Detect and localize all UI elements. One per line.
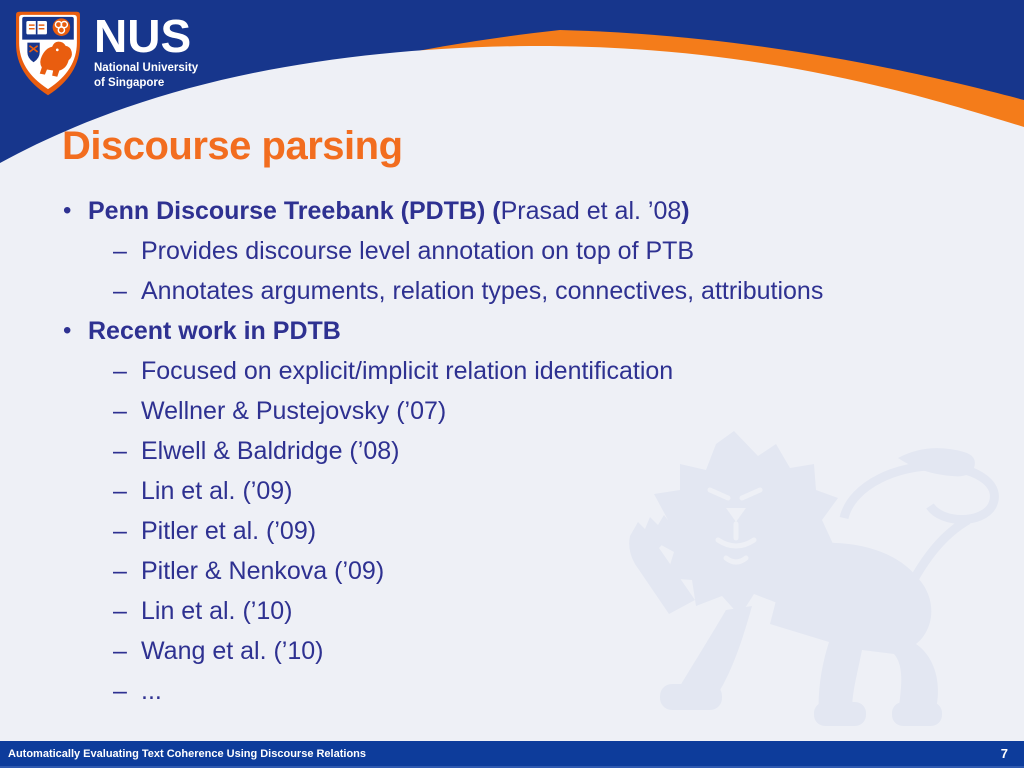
- item-text: [141, 511, 316, 551]
- sub-bullet-item: [0, 631, 1024, 671]
- text-segment: ): [681, 197, 690, 225]
- logo-text: [94, 10, 199, 90]
- item-text: [141, 471, 292, 511]
- sub-bullet-item: [0, 591, 1024, 631]
- item-text: [141, 431, 399, 471]
- item-text: [141, 631, 323, 671]
- dash-marker: –: [113, 637, 127, 665]
- sub-bullet-item: [0, 351, 1024, 391]
- bullet-item: [0, 311, 1024, 351]
- text-segment: Provides discourse level annotation on top of PTB: [141, 237, 695, 265]
- sub-bullet-item: [0, 671, 1024, 711]
- sub-bullet-item: [0, 391, 1024, 431]
- item-text: [141, 671, 162, 711]
- item-text: [141, 231, 694, 271]
- sub-bullet-item: [0, 431, 1024, 471]
- sub-bullet-item: [0, 551, 1024, 591]
- dash-marker: –: [113, 477, 127, 505]
- dash-marker: –: [113, 237, 127, 265]
- dash-marker: –: [113, 597, 127, 625]
- sub-bullet-item: [0, 271, 1024, 311]
- text-segment: Focused on explicit/implicit relation identification: [141, 357, 674, 385]
- text-segment: Lin et al. (’09): [141, 477, 293, 505]
- text-segment: Penn Discourse Treebank (PDTB) (: [88, 197, 501, 225]
- text-segment: Recent work in PDTB: [88, 317, 341, 345]
- dash-marker: –: [113, 357, 127, 385]
- item-text: [141, 591, 292, 631]
- text-segment: ...: [141, 677, 162, 705]
- dash-marker: –: [113, 437, 127, 465]
- sub-bullet-item: [0, 471, 1024, 511]
- dash-marker: –: [113, 277, 127, 305]
- text-segment: Prasad et al. ’08: [500, 197, 682, 225]
- item-text: [88, 191, 690, 231]
- bullet-marker: •: [63, 317, 72, 344]
- text-segment: Lin et al. (’10): [141, 597, 293, 625]
- text-segment: Wellner & Pustejovsky (’07): [141, 397, 447, 425]
- logo-acronym: NUS: [94, 10, 192, 62]
- text-segment: Elwell & Baldridge (’08): [141, 437, 400, 465]
- bullet-item: [0, 191, 1024, 231]
- content-list: [0, 191, 1024, 711]
- text-segment: Pitler & Nenkova (’09): [141, 557, 385, 585]
- item-text: [141, 271, 823, 311]
- footer-bar: [0, 741, 1024, 768]
- item-text: [141, 351, 673, 391]
- text-segment: Annotates arguments, relation types, connectives, attributions: [141, 277, 824, 305]
- text-segment: Wang et al. (’10): [141, 637, 324, 665]
- footer-title: Automatically Evaluating Text Coherence Using Discourse Relations: [8, 747, 366, 760]
- logo-subtitle-line1: National University: [94, 62, 199, 75]
- item-text: [141, 391, 446, 431]
- page-title: Discourse parsing: [62, 124, 403, 168]
- page-number: 7: [1000, 746, 1008, 761]
- logo-subtitle-line2: of Singapore: [94, 76, 165, 89]
- text-segment: Pitler et al. (’09): [141, 517, 317, 545]
- dash-marker: –: [113, 677, 127, 705]
- logo-subtitle: [94, 61, 198, 90]
- bullet-marker: •: [63, 197, 72, 224]
- dash-marker: –: [113, 517, 127, 545]
- dash-marker: –: [113, 397, 127, 425]
- nus-shield-icon: [15, 10, 81, 98]
- item-text: [141, 551, 384, 591]
- item-text: [88, 311, 341, 351]
- sub-bullet-item: [0, 231, 1024, 271]
- nus-logo: [15, 10, 198, 98]
- dash-marker: –: [113, 557, 127, 585]
- sub-bullet-item: [0, 511, 1024, 551]
